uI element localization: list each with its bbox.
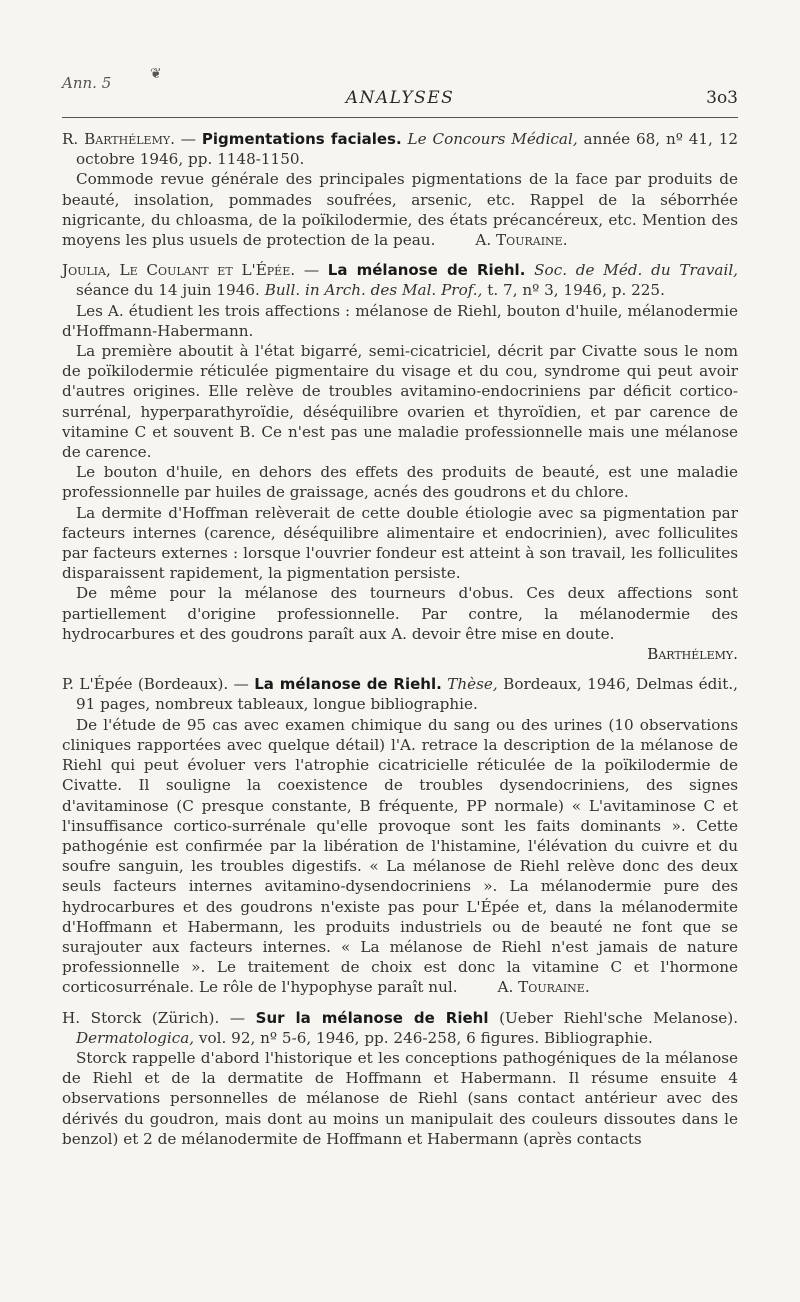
entry-author: H. Storck (Zürich). [62, 1008, 220, 1027]
entry-paragraph: La première aboutit à l'état bigarré, semi-cicatriciel, décrit par Civatte sous le nom de poïkilodermie réticulée pigmentaire du visage et du cou, syndrome qui peut avoir d'autres origines. Elle relève de troubles avitamino-endocriniens par déficit cortico-surrénal, hyperparathyroïdie, déséquilibre ovarien et thyroïdien, et par carence de vitamine C et souvent B. Ce n'est pas une maladie professionnelle mais une mélanose de carence. [62, 342, 738, 462]
entry-citation: Bordeaux, 1946, Delmas édit., 91 pages, nombreux tableaux, longue bibliographie. [76, 675, 739, 714]
entry-citation: vol. 92, nº 5-6, 1946, pp. 246-258, 6 figures. Bibliographie. [194, 1028, 653, 1047]
entry-journal-secondary: Bull. in Arch. des Mal. Prof., [264, 281, 483, 300]
entry-title: Pigmentations faciales. [201, 130, 402, 148]
entry-separator: — [295, 261, 328, 280]
entry-journal: Thèse, [447, 675, 498, 694]
entry-author: R. Barthélemy. [62, 130, 175, 148]
running-head [62, 66, 738, 116]
entry-separator: — [219, 1008, 256, 1027]
entry-citation-secondary: t. 7, nº 3, 1946, p. 225. [482, 281, 665, 300]
entry-paragraph [62, 715, 738, 998]
entry-signature: A. Touraine. [475, 231, 568, 250]
entry-signature: Barthélemy. [647, 645, 738, 664]
analysis-entry [62, 260, 738, 664]
analysis-entry [62, 1008, 738, 1149]
entry-paragraph: Le bouton d'huile, en dehors des effets des produits de beauté, est une maladie professionnelle par huiles de graissage, acnés des goudrons et du chlore. [62, 463, 738, 502]
entry-signature: A. Touraine. [497, 978, 590, 997]
entry-author: Joulia, Le Coulant et L'Épée. [62, 261, 296, 280]
analyses-content [62, 129, 738, 1159]
entry-separator: — [174, 130, 202, 148]
entry-paragraph: La dermite d'Hoffman relèverait de cette double étiologie avec sa pigmentation par facteurs internes (carence, déséquilibre alimentaire et endocrinien), avec folliculites par facteurs externes : lorsque l'ouvrier fondeur est atteint à son travail, les folliculites disparaissent rapidement, la pigmentation persiste. [62, 503, 738, 583]
entry-journal: Dermatologica, [76, 1028, 195, 1047]
ornament-icon: ❦ [150, 66, 162, 82]
entry-journal: Le Concours Médical, [407, 130, 578, 148]
entry-citation: séance du 14 juin 1946. [76, 281, 260, 300]
entry-reference [62, 674, 738, 714]
journal-volume: Ann. 5 [62, 74, 112, 92]
analysis-entry [62, 674, 738, 997]
entry-title: La mélanose de Riehl. [327, 261, 526, 280]
entry-journal: Soc. de Méd. du Travail, [534, 261, 738, 280]
section-title: ANALYSES [345, 88, 455, 108]
header-rule [62, 117, 738, 118]
analysis-entry [62, 129, 738, 250]
entry-reference [62, 129, 738, 169]
entry-separator: — [228, 675, 255, 694]
page-number: 3o3 [706, 88, 738, 108]
entry-title: Sur la mélanose de Riehl [255, 1008, 489, 1027]
entry-paragraph: Les A. étudient les trois affections : mélanose de Riehl, bouton d'huile, mélanodermie d'Hoffmann-Habermann. [62, 301, 738, 340]
entry-paragraph [62, 169, 738, 250]
entry-title: La mélanose de Riehl. [254, 675, 442, 694]
paragraph-text: De l'étude de 95 cas avec examen chimique du sang ou des urines (10 observations cliniques rapportées avec quelque détail) l'A. retrace la description de la mélanose de Riehl qui peut évoluer vers l'atrophie cicatricielle réticulée de la poïkilodermie de Civatte. Il souligne la coexistence de troubles dysendocriniens, des signes d'avitaminose (C presque constante, B fréquente, PP normale) « L'avitaminose C et l'insuffisance cortico-surrénale qu'elle provoque sont les faits dominants ». Cette pathogénie est confirmée par la libération de l'histamine, l'élévation du cuivre et du soufre sanguin, les troubles digestifs. « La mélanose de Riehl relève donc des deux seuls facteurs internes avitamino-dysendocriniens ». La mélanodermie pure des hydrocarbures et des goudrons n'existe pas pour L'Épée et, dans la mélanodermite d'Hoffmann et Habermann, les produits industriels ou de beauté ne font que se surajouter aux facteurs internes. « La mélanose de Riehl n'est jamais de nature professionnelle ». Le traitement de choix est donc la vitamine C et l'hormone corticosurrénale. Le rôle de l'hypophyse paraît nul. [62, 715, 738, 997]
entry-citation-plain: (Ueber Riehl'sche Melanose). [488, 1008, 739, 1027]
entry-citation: année 68, nº 41, 12 octobre 1946, pp. 1148-1150. [76, 130, 739, 169]
entry-paragraph: Storck rappelle d'abord l'historique et les conceptions pathogéniques de la mélanose de Riehl et de la dermatite de Hoffmann et Habermann. Il résume ensuite 4 observations personnelles de mélanose de Riehl (sans contact antérieur avec des dérivés du goudron, mais dont au moins un manipulait des couleurs dissoutes dans le benzol) et 2 de mélanodermite de Hoffmann et Habermann (après contacts [62, 1048, 738, 1148]
entry-reference [62, 1008, 738, 1048]
paragraph-text: Commode revue générale des principales pigmentations de la face par produits de beauté, insolation, pommades soufrées, arsenic, etc. Rappel de la séborrhée nigricante, du chloasma, de la poïkilodermie, des états précancéreux, etc. Mention des moyens les plus usuels de protection de la peau. [62, 170, 738, 250]
entry-author: P. L'Épée (Bordeaux). [62, 675, 229, 694]
entry-paragraph: De même pour la mélanose des tourneurs d'obus. Ces deux affections sont partiellement d'origine professionnelle. Par contre, la mélanodermie des hydrocarbures et des goudrons paraît aux A. devoir être mise en doute. [62, 584, 738, 643]
entry-reference [62, 260, 738, 300]
